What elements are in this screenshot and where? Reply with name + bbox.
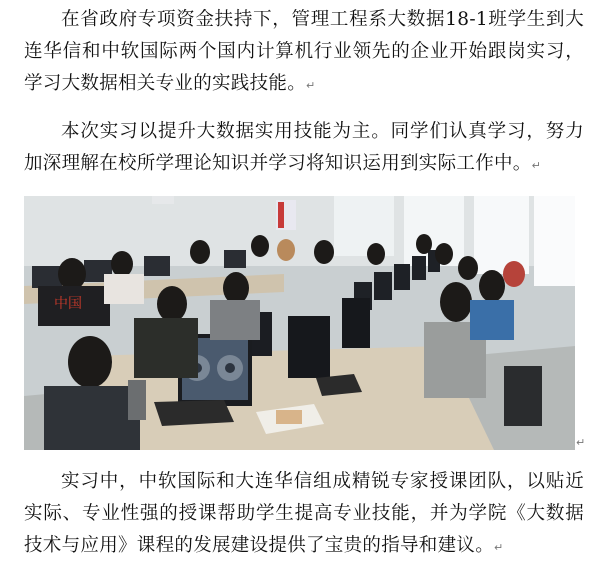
paragraph-2-text: 本次实习以提升大数据实用技能为主。同学们认真学习，努力加深理解在校所学理论知识并学习将知识运用到实际工作中。: [24, 121, 584, 174]
paragraph-1-text: 在省政府专项资金扶持下，管理工程系大数据18-1班学生到大连华信和中软国际两个国内计算机行业领先的企业开始跟岗实习，学习大数据相关专业的实践技能。: [24, 9, 584, 94]
paragraph-mark: ↵: [306, 79, 316, 92]
paragraph-2: [24, 116, 584, 182]
paragraph-mark: ↵: [576, 436, 586, 449]
paragraph-mark: ↵: [494, 541, 504, 554]
paragraph-1: [24, 4, 584, 102]
classroom-photo: [24, 196, 575, 450]
jacket-text: 中国: [54, 296, 82, 312]
paragraph-3-text: 实习中，中软国际和大连华信组成精锐专家授课团队，以贴近实际、专业性强的授课帮助学生提高专业技能，并为学院《大数据技术与应用》课程的发展建设提供了宝贵的指导和建议。: [24, 471, 584, 556]
paragraph-3: [24, 466, 584, 564]
classroom-photo-drawing: [24, 196, 575, 450]
paragraph-mark: ↵: [531, 159, 542, 172]
